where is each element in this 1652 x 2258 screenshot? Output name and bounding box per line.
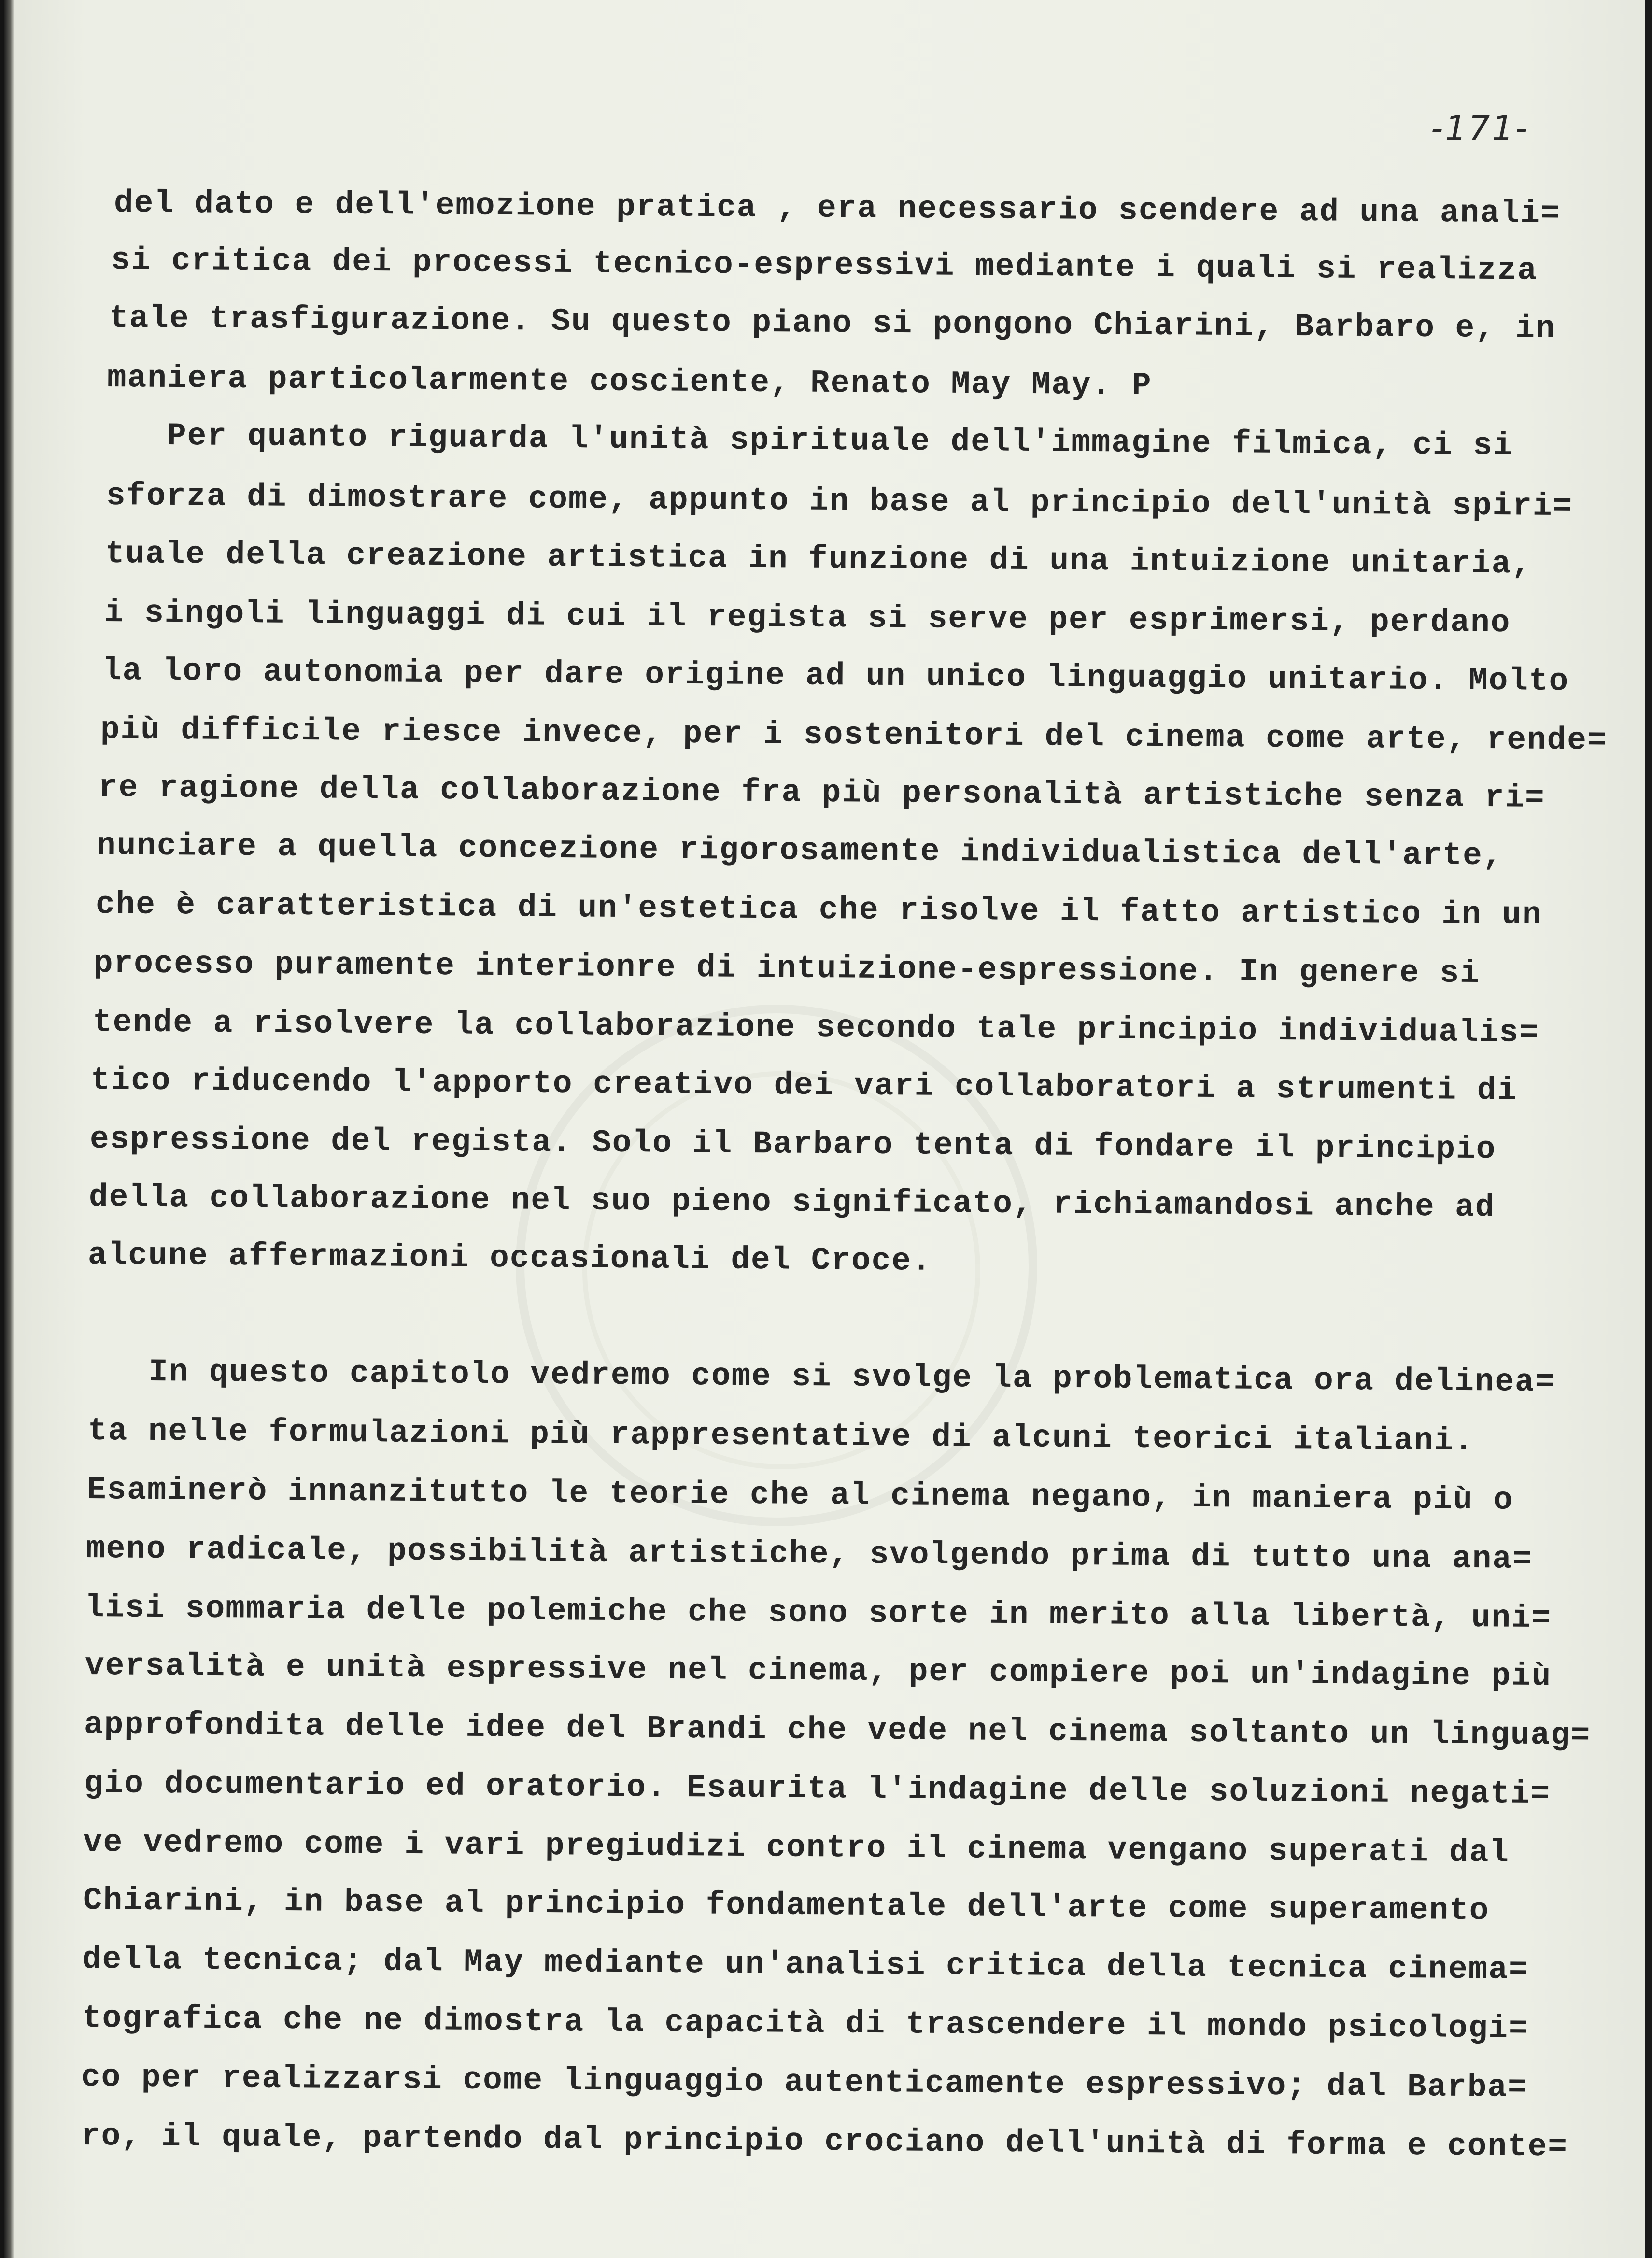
text-line: tale trasfigurazione. Su questo piano si pongono Chiarini, Barbaro e, in <box>109 300 1556 347</box>
text-line: del dato e dell'emozione pratica , era necessario scendere ad una anali= <box>113 185 1561 232</box>
binding-shadow <box>4 0 14 2258</box>
text-line: re ragione della collaborazione fra più personalità artistiche senza ri= <box>98 769 1545 816</box>
text-line: i singoli linguaggi di cui il regista si serve per esprimersi, perdano <box>104 595 1511 641</box>
text-line: si critica dei processi tecnico-espressivi mediante i quali si realizza <box>111 242 1538 289</box>
text-line: sforza di dimostrare come, appunto in base al principio dell'unità spiri= <box>106 478 1573 525</box>
text-line: tende a risolvere la collaborazione secondo tale principio individualis= <box>92 1004 1539 1051</box>
text-line: della tecnica; dal May mediante un'analisi critica della tecnica cinema= <box>82 1941 1529 1988</box>
text-line: nunciare a quella concezione rigorosamente individualistica dell'arte, <box>96 827 1503 874</box>
text-line: co per realizzarsi come linguaggio autenticamente espressivo; dal Barba= <box>81 2059 1528 2106</box>
text-line: versalità e unità espressive nel cinema, per compiere poi un'indagine più <box>85 1647 1552 1695</box>
text-line: Esaminerò innanzitutto le teorie che al cinema negano, in maniera più o <box>86 1472 1514 1519</box>
text-line: maniera particolarmente cosciente, Renato May May. P <box>107 360 1152 404</box>
page-number: -171- <box>1431 109 1530 148</box>
text-line: gio documentario ed oratorio. Esaurita l'indagine delle soluzioni negati= <box>84 1765 1551 1813</box>
text-line: In questo capitolo vedremo come si svolge la problematica ora delinea= <box>148 1354 1555 1401</box>
text-line: che è caratteristica di un'estetica che risolve il fatto artistico in un <box>95 886 1542 933</box>
text-line: più difficile riesce invece, per i sostenitori del cinema come arte, rende= <box>100 711 1608 759</box>
text-line: approfondita delle idee del Brandi che vede nel cinema soltanto un linguag= <box>84 1706 1591 1754</box>
text-line: ro, il quale, partendo dal principio crociano dell'unità di forma e conte= <box>81 2118 1568 2165</box>
text-line: tuale della creazione artistica in funzione di una intuizione unitaria, <box>105 536 1532 582</box>
paper-sheet <box>4 0 1652 2258</box>
text-line: tografica che ne dimostra la capacità di trascendere il mondo psicologi= <box>82 2000 1529 2047</box>
text-line: espressione del regista. Solo il Barbaro tenta di fondare il principio <box>89 1121 1497 1168</box>
text-line: tico riducendo l'apporto creativo dei vari collaboratori a strumenti di <box>90 1062 1518 1109</box>
text-line: meno radicale, possibilità artistiche, svolgendo prima di tutto una ana= <box>85 1531 1533 1577</box>
text-line: la loro autonomia per dare origine ad un unico linguaggio unitario. Molto <box>102 653 1569 700</box>
text-line: della collaborazione nel suo pieno significato, richiamandosi anche ad <box>88 1179 1496 1226</box>
text-line: alcune affermazioni occasionali del Croce. <box>87 1237 932 1279</box>
text-line: processo puramente interionre di intuizione-espressione. In genere si <box>93 945 1481 992</box>
text-line: ta nelle formulazioni più rappresentative di alcuni teorici italiani. <box>87 1413 1475 1460</box>
text-line: Chiarini, in base al principio fondamentale dell'arte come superamento <box>83 1882 1490 1929</box>
text-line: lisi sommaria delle polemiche che sono sorte in merito alla libertà, uni= <box>85 1590 1552 1637</box>
scan-edge <box>1645 0 1652 2258</box>
text-line: ve vedremo come i vari pregiudizi contro il cinema vengano superati dal <box>83 1824 1510 1871</box>
text-line: Per quanto riguarda l'unità spirituale dell'immagine filmica, ci si <box>167 418 1513 464</box>
